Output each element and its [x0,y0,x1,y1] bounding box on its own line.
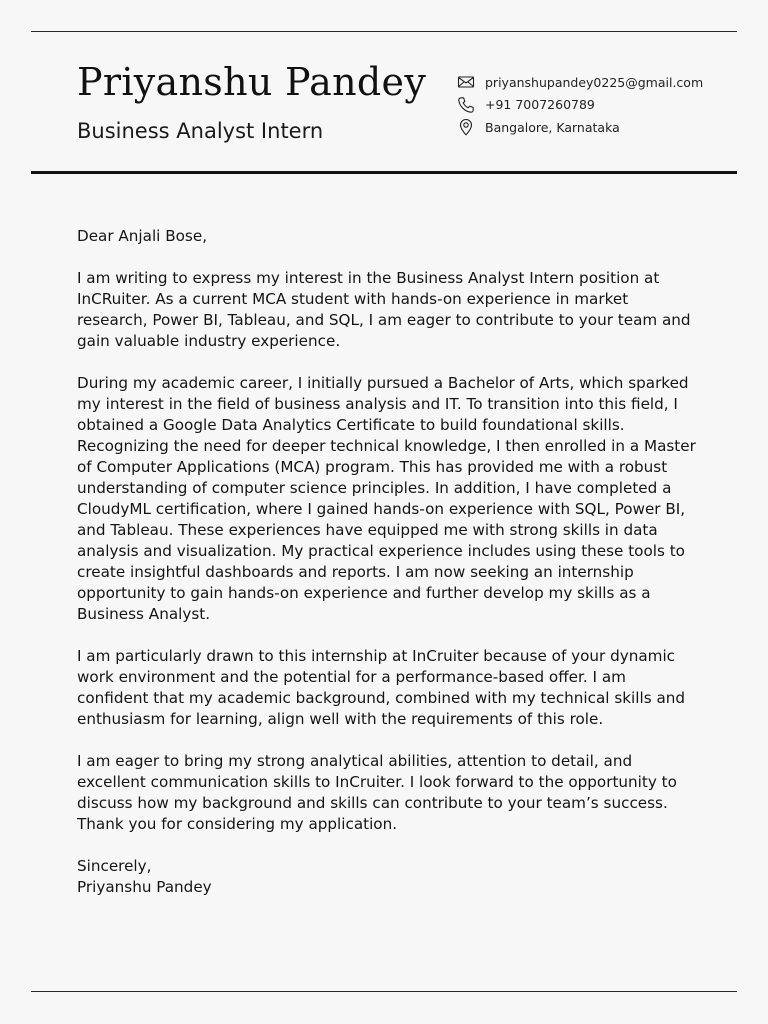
closing-line: Sincerely, [77,857,152,875]
bottom-divider [31,991,737,992]
applicant-name: Priyanshu Pandey [77,60,427,104]
signature: Priyanshu Pandey [77,878,212,896]
contact-phone[interactable]: +91 7007260789 [485,97,595,112]
applicant-role: Business Analyst Intern [77,119,324,143]
paragraph-motivation: I am particularly drawn to this internship at InCruiter because of your dynamic work environment and the potential for a performance-based offer. I am confident that my academic background, combined with my technical skills and enthusiasm for learning, align well with the requirements of this role. [77,647,686,728]
header-divider [31,171,737,174]
letter-body [77,226,697,898]
paragraph-intro: I am writing to express my interest in the Business Analyst Intern position at InCRuiter. As a current MCA student with hands-on experience in market research, Power BI, Tableau, and SQL, I am eager to contribute to your team and gain valuable industry experience. [77,269,691,350]
paragraph-closing: I am eager to bring my strong analytical abilities, attention to detail, and excellent communication skills to InCruiter. I look forward to the opportunity to discuss how my background and skills can contribute to your team’s success. Thank you for considering my application. [77,752,677,833]
contact-location: Bangalore, Karnataka [485,119,620,135]
contact-location-row [456,116,703,138]
map-pin-icon [456,118,475,137]
top-divider [31,31,737,32]
phone-icon [456,95,475,114]
paragraph-background: During my academic career, I initially pursued a Bachelor of Arts, which sparked my interest in the field of business analysis and IT. To transition into this field, I obtained a Google Data Analytics Certificate to build foundational skills. Recognizing the need for deeper technical knowledge, I then enrolled in a Master of Computer Applications (MCA) program. This has provided me with a robust understanding of computer science principles. In addition, I have completed a CloudyML certification, where I gained hands-on experience with SQL, Power BI, and Tableau. These experiences have equipped me with strong skills in data analysis and visualization. My practical experience includes using these tools to create insightful dashboards and reports. I am now seeking an internship opportunity to gain hands-on experience and further develop my skills as a Business Analyst. [77,374,696,623]
salutation: Dear Anjali Bose, [77,227,208,245]
contact-email-row [456,71,703,93]
contact-email[interactable]: priyanshupandey0225@gmail.com [485,74,704,90]
envelope-icon [456,73,475,92]
contact-block [456,71,703,139]
contact-phone-row [456,94,703,116]
